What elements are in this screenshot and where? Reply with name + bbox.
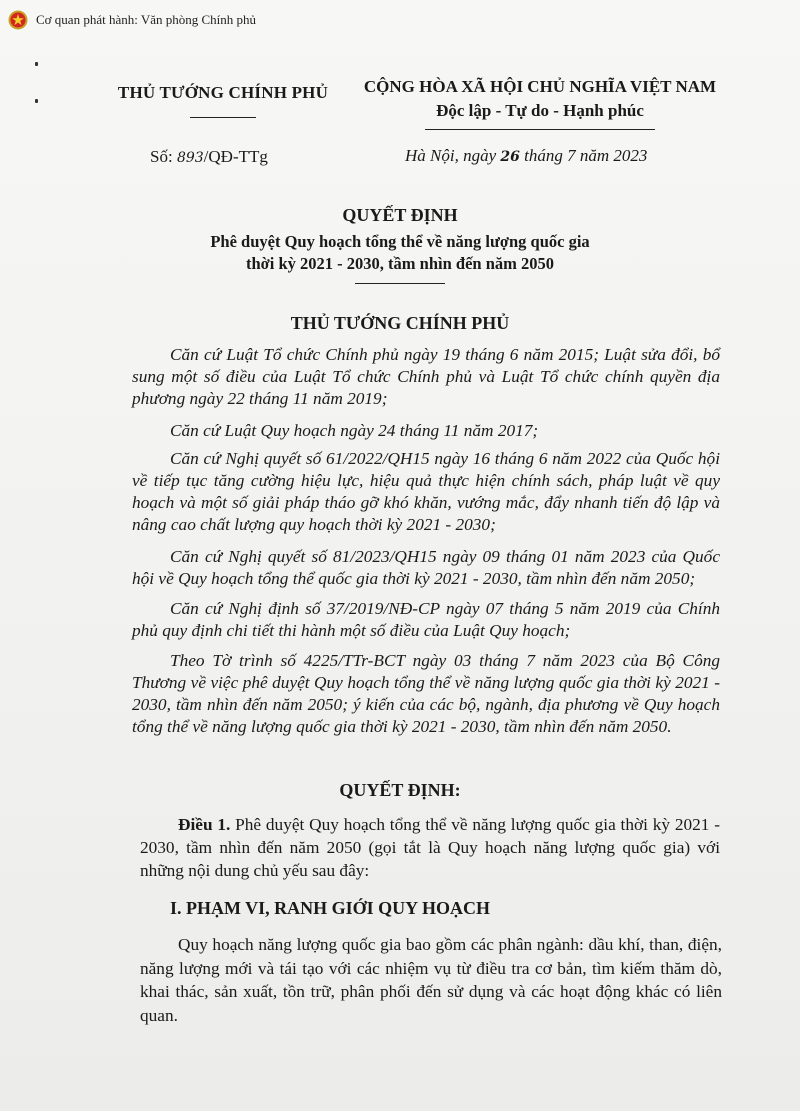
national-emblem-icon bbox=[8, 10, 28, 30]
doc-type: QUYẾT ĐỊNH bbox=[342, 205, 458, 225]
decision-heading: QUYẾT ĐỊNH: bbox=[339, 780, 461, 800]
handwritten-day: 26 bbox=[500, 149, 520, 165]
issuer-text: Cơ quan phát hành: Văn phòng Chính phủ bbox=[36, 12, 257, 27]
title-underline bbox=[355, 283, 445, 284]
national-header bbox=[350, 77, 730, 121]
document-number: Số: 893/QĐ-TTg bbox=[150, 147, 268, 166]
motto-underline bbox=[425, 129, 655, 130]
handwritten-number: 893 bbox=[176, 150, 204, 166]
article-1 bbox=[140, 813, 720, 882]
authority-heading: THỦ TƯỚNG CHÍNH PHỦ bbox=[290, 313, 510, 333]
scan-speck bbox=[35, 99, 38, 103]
basis-paragraph: Căn cứ Luật Tổ chức Chính phủ ngày 19 tháng 6 năm 2015; Luật sửa đổi, bổ sung một số điều của Luật Tổ chức Chính phủ và Luật Tổ chức chính quyền địa phương ngày 22 tháng 11 năm 2019; bbox=[132, 345, 720, 408]
title-line-2: thời kỳ 2021 - 2030, tầm nhìn đến năm 2050 bbox=[245, 254, 554, 273]
article-label: Điều 1. bbox=[178, 815, 231, 834]
document-title bbox=[150, 205, 650, 274]
date-line: Hà Nội, ngày 26 tháng 7 năm 2023 bbox=[405, 146, 648, 165]
basis-paragraph: Căn cứ Nghị quyết số 81/2023/QH15 ngày 09 tháng 01 năm 2023 của Quốc hội về Quy hoạch tổng thể quốc gia thời kỳ 2021 - 2030, tầm nhìn đến năm 2050; bbox=[132, 547, 720, 588]
basis-paragraph: Căn cứ Nghị định số 37/2019/NĐ-CP ngày 07 tháng 5 năm 2019 của Chính phủ quy định chi tiết thi hành một số điều của Luật Quy hoạch; bbox=[132, 599, 720, 640]
basis-paragraph: Căn cứ Nghị quyết số 61/2022/QH15 ngày 16 tháng 6 năm 2022 của Quốc hội về tiếp tục tăng cường hiệu lực, hiệu quả thực hiện chính sách, pháp luật về quy hoạch và một số giải pháp tháo gỡ khó khăn, vướng mắc, đẩy nhanh tiến độ lập và nâng cao chất lượng quy hoạch thời kỳ 2021 - 2030; bbox=[132, 449, 720, 534]
national-motto: Độc lập - Tự do - Hạnh phúc bbox=[436, 101, 644, 120]
basis-paragraph: Căn cứ Luật Quy hoạch ngày 24 tháng 11 năm 2017; bbox=[170, 421, 539, 440]
section-heading: I. PHẠM VI, RANH GIỚI QUY HOẠCH bbox=[170, 898, 491, 918]
authority-underline bbox=[190, 117, 256, 118]
issuer-bar bbox=[8, 8, 256, 32]
article-text: Phê duyệt Quy hoạch tổng thể về năng lượng quốc gia thời kỳ 2021 - 2030, tầm nhìn đến năm 2050 (gọi tắt là Quy hoạch năng lượng quốc gia) với những nội dung chủ yếu sau đây: bbox=[140, 815, 720, 880]
country-name: CỘNG HÒA XÃ HỘI CHỦ NGHĨA VIỆT NAM bbox=[363, 77, 717, 96]
section-paragraph: Quy hoạch năng lượng quốc gia bao gồm các phân ngành: dầu khí, than, điện, năng lượng mới và tái tạo với các nhiệm vụ từ điều tra cơ bản, tìm kiếm thăm dò, khai thác, sản xuất, tồn trữ, phân phối đến sử dụng và các hoạt động khác có liên quan. bbox=[140, 935, 722, 1025]
scan-speck bbox=[35, 62, 38, 66]
title-line-1: Phê duyệt Quy hoạch tổng thể về năng lượng quốc gia bbox=[210, 232, 590, 251]
issuing-authority: THỦ TƯỚNG CHÍNH PHỦ bbox=[117, 83, 329, 102]
basis-paragraph: Theo Tờ trình số 4225/TTr-BCT ngày 03 tháng 7 năm 2023 của Bộ Công Thương về việc phê duyệt Quy hoạch tổng thể về năng lượng quốc gia thời kỳ 2021 - 2030, tầm nhìn đến năm 2050; ý kiến của các bộ, ngành, địa phương về Quy hoạch tổng thể về năng lượng quốc gia thời kỳ 2021 - 2030, tầm nhìn đến năm 2050. bbox=[132, 651, 720, 736]
